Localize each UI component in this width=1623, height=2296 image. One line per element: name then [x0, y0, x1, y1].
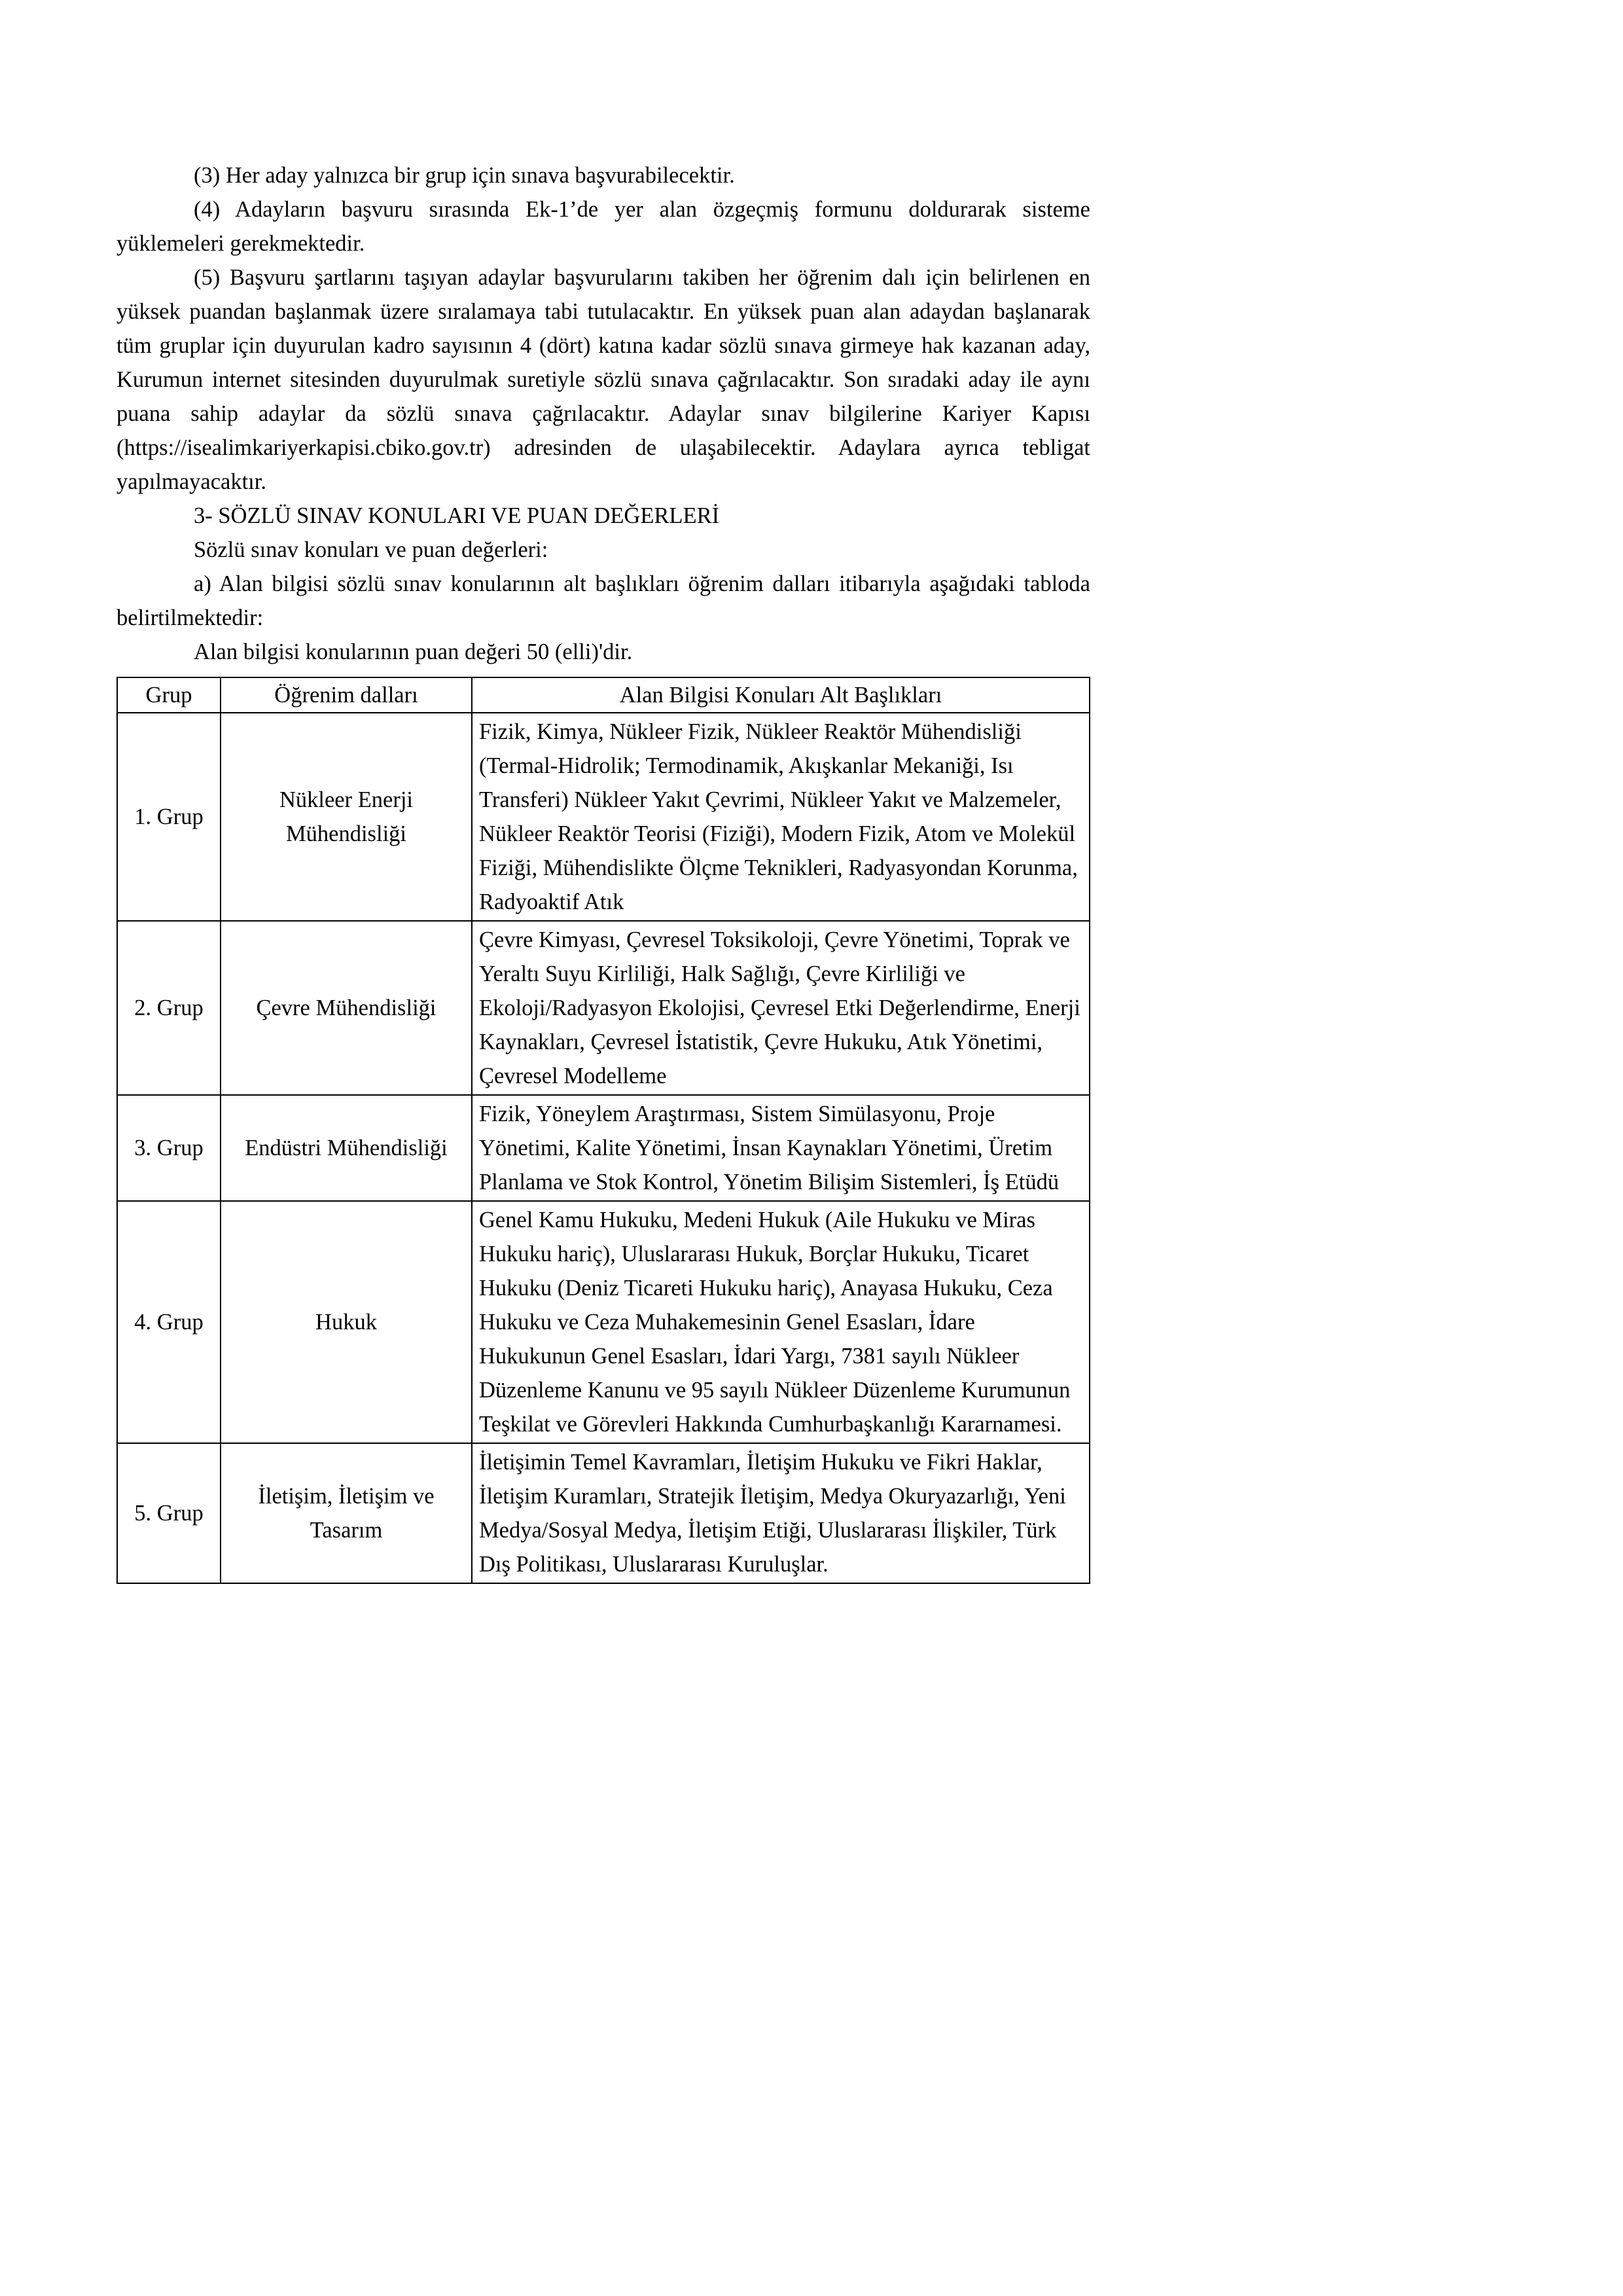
- cell-grup: 4. Grup: [117, 1201, 221, 1443]
- document-body: [116, 158, 1090, 1584]
- section-heading: 3- SÖZLÜ SINAV KONULARI VE PUAN DEĞERLERİ: [194, 503, 720, 528]
- cell-ogrenim-dali: Nükleer Enerji Mühendisliği: [221, 713, 472, 921]
- paragraph-5: (5) Başvuru şartlarını taşıyan adaylar başvurularını takiben her öğrenim dalı için belirlenen en yüksek puandan başlanmak üzere sıralamaya tabi tutulacaktır. En yüksek puan alan adaydan başlanarak tüm gruplar için duyurulan kadro sayısının 4 (dört) katına kadar sözlü sınava girmeye hak kazanan aday, Kurumun internet sitesinden duyurulmak suretiyle sözlü sınava çağrılacaktır. Son sıradaki aday ile aynı puana sahip adaylar da sözlü sınava çağrılacaktır. Adaylar sınav bilgilerine Kariyer Kapısı (https://isealimkariyerkapisi.cbiko.gov.tr) adresinden de ulaşabilecektir. Adaylara ayrıca tebligat yapılmayacaktır.: [116, 265, 1090, 494]
- cell-konular: İletişimin Temel Kavramları, İletişim Hukuku ve Fikri Haklar, İletişim Kuramları, Stratejik İletişim, Medya Okuryazarlığı, Yeni Medya/Sosyal Medya, İletişim Etiği, Uluslararası İlişkiler, Türk Dış Politikası, Uluslararası Kuruluşlar.: [472, 1443, 1090, 1583]
- paragraph-4: (4) Adayların başvuru sırasında Ek-1’de yer alan özgeçmiş formunu doldurarak sisteme yüklemeleri gerekmektedir.: [116, 197, 1090, 256]
- table-row: [117, 1201, 1090, 1443]
- cell-grup: 5. Grup: [117, 1443, 221, 1583]
- subheading: Sözlü sınav konuları ve puan değerleri:: [194, 537, 548, 562]
- paragraph-a: a) Alan bilgisi sözlü sınav konularının alt başlıkları öğrenim dalları itibarıyla aşağıdaki tabloda belirtilmektedir:: [116, 571, 1090, 630]
- header-ogrenim-dallari: Öğrenim dalları: [221, 677, 472, 713]
- cell-ogrenim-dali: Hukuk: [221, 1201, 472, 1443]
- table-row: [117, 1443, 1090, 1583]
- cell-ogrenim-dali: İletişim, İletişim ve Tasarım: [221, 1443, 472, 1583]
- cell-konular: Çevre Kimyası, Çevresel Toksikoloji, Çevre Yönetimi, Toprak ve Yeraltı Suyu Kirliliği, Halk Sağlığı, Çevre Kirliliği ve Ekoloji/Radyasyon Ekolojisi, Çevresel Etki Değerlendirme, Enerji Kaynakları, Çevresel İstatistik, Çevre Hukuku, Atık Yönetimi, Çevresel Modelleme: [472, 921, 1090, 1095]
- cell-ogrenim-dali: Çevre Mühendisliği: [221, 921, 472, 1095]
- table-row: [117, 921, 1090, 1095]
- table-header-row: [117, 677, 1090, 713]
- exam-topics-table: [116, 677, 1090, 1584]
- cell-grup: 3. Grup: [117, 1095, 221, 1201]
- header-grup: Grup: [117, 677, 221, 713]
- table-row: [117, 713, 1090, 921]
- cell-konular: Fizik, Yöneylem Araştırması, Sistem Simülasyonu, Proje Yönetimi, Kalite Yönetimi, İnsan Kaynakları Yönetimi, Üretim Planlama ve Stok Kontrol, Yönetim Bilişim Sistemleri, İş Etüdü: [472, 1095, 1090, 1201]
- header-alan-bilgisi: Alan Bilgisi Konuları Alt Başlıkları: [472, 677, 1090, 713]
- paragraph-3: (3) Her aday yalnızca bir grup için sınava başvurabilecektir.: [194, 163, 735, 188]
- cell-grup: 2. Grup: [117, 921, 221, 1095]
- cell-grup: 1. Grup: [117, 713, 221, 921]
- cell-konular: Fizik, Kimya, Nükleer Fizik, Nükleer Reaktör Mühendisliği (Termal-Hidrolik; Termodinamik, Akışkanlar Mekaniği, Isı Transferi) Nükleer Yakıt Çevrimi, Nükleer Yakıt ve Malzemeler, Nükleer Reaktör Teorisi (Fiziği), Modern Fizik, Atom ve Molekül Fiziği, Mühendislikte Ölçme Teknikleri, Radyasyondan Korunma, Radyoaktif Atık: [472, 713, 1090, 921]
- cell-ogrenim-dali: Endüstri Mühendisliği: [221, 1095, 472, 1201]
- points-note: Alan bilgisi konularının puan değeri 50 (elli)'dir.: [194, 639, 633, 664]
- cell-konular: Genel Kamu Hukuku, Medeni Hukuk (Aile Hukuku ve Miras Hukuku hariç), Uluslararası Hukuk, Borçlar Hukuku, Ticaret Hukuku (Deniz Ticareti Hukuku hariç), Anayasa Hukuku, Ceza Hukuku ve Ceza Muhakemesinin Genel Esasları, İdare Hukukunun Genel Esasları, İdari Yargı, 7381 sayılı Nükleer Düzenleme Kanunu ve 95 sayılı Nükleer Düzenleme Kurumunun Teşkilat ve Görevleri Hakkında Cumhurbaşkanlığı Kararnamesi.: [472, 1201, 1090, 1443]
- table-row: [117, 1095, 1090, 1201]
